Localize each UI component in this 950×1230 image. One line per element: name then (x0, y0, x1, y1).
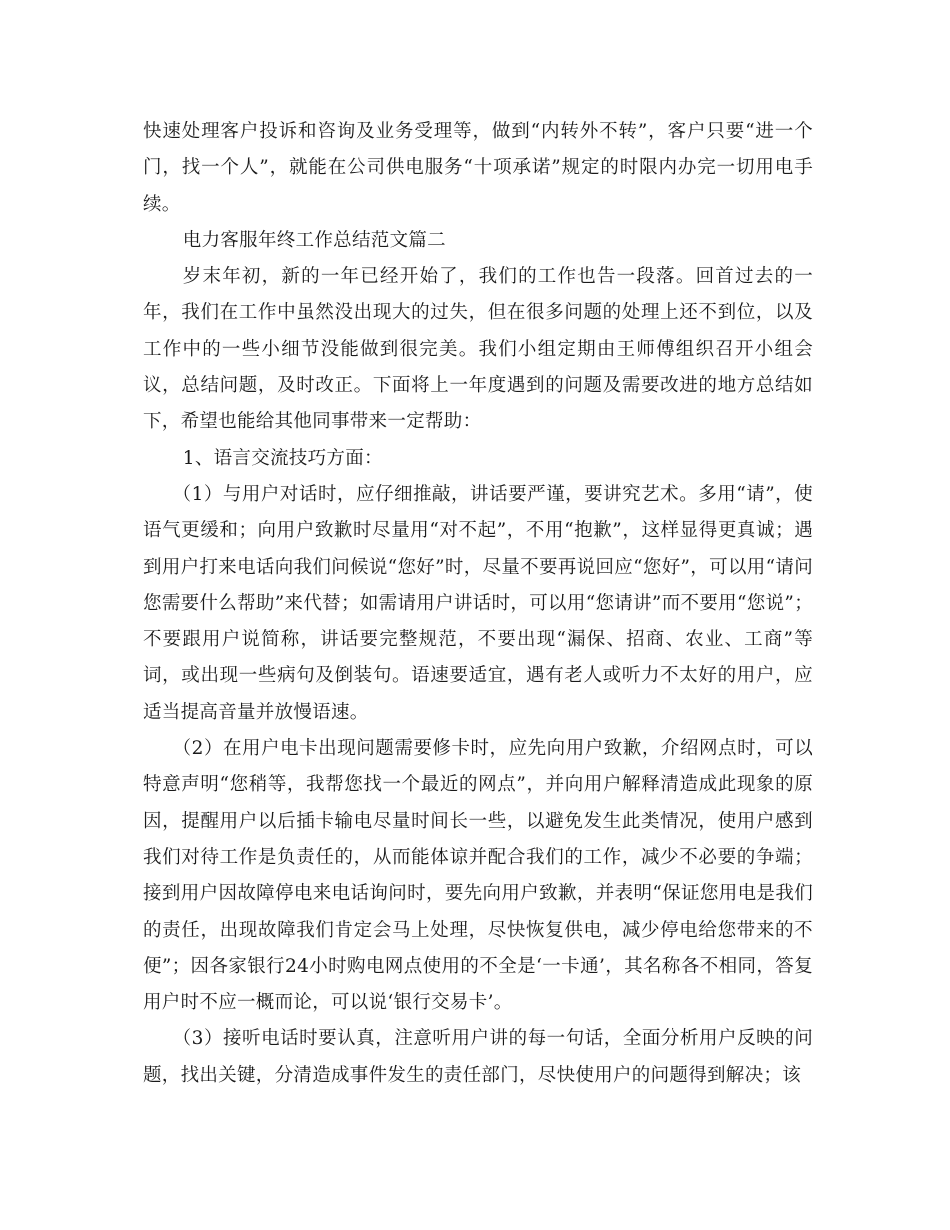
paragraph-item-1: （1）与用户对话时，应仔细推敲，讲话要严谨，要讲究艺术。多用“请”，使语气更缓和；向用户致歉时尽量用“对不起”，不用“抱歉”，这样显得更真诚；遇到用户打来电话向我们问候说“您好”时，尽量不要再说回应“您好”，可以用“请问您需要什么帮助”来代替；如需请用户讲话时，可以用“您请讲”而不要用“您说”；不要跟用户说简称，讲话要完整规范，不要出现“漏保、招商、农业、工商”等词，或出现一些病句及倒装句。语速要适宜，遇有老人或听力不太好的用户，应适当提高音量并放慢语速。 (143, 483, 813, 723)
paragraph-intro: 岁末年初，新的一年已经开始了，我们的工作也告一段落。回首过去的一年，我们在工作中虽然没出现大的过失，但在很多问题的处理上还不到位，以及工作中的一些小细节没能做到很完美。我们小组定期由王师傅组织召开小组会议，总结问题，及时改正。下面将上一年度遇到的问题及需要改进的地方总结如下，希望也能给其他同事带来一定帮助： (143, 266, 813, 433)
list-heading-language-skills: 1、语言交流技巧方面： (182, 447, 383, 469)
paragraph-item-3: （3）接听电话时要认真，注意听用户讲的每一句话，全面分析用户反映的问题，找出关键，分清造成事件发生的责任部门，尽快使用户的问题得到解决；该 (143, 1028, 813, 1086)
document-body (143, 114, 813, 1094)
paragraph-item-2: （2）在用户电卡出现问题需要修卡时，应先向用户致歉，介绍网点时，可以特意声明“您稍等，我帮您找一个最近的网点”，并向用户解释清造成此现象的原因，提醒用户以后插卡输电尽量时间长一些，以避免发生此类情况，使用户感到我们对待工作是负责任的，从而能体谅并配合我们的工作，减少不必要的争端；接到用户因故障停电来电话询问时，要先向用户致歉，并表明“保证您用电是我们的责任，出现故障我们肯定会马上处理，尽快恢复供电，减少停电给您带来的不便”；因各家银行24小时购电网点使用的不全是‘一卡通’，其名称各不相同，答复用户时不应一概而论，可以说‘银行交易卡’。 (143, 738, 813, 1014)
section-heading: 电力客服年终工作总结范文篇二 (182, 229, 446, 251)
paragraph-continuation: 快速处理客户投诉和咨询及业务受理等，做到“内转外不转”，客户只要“进一个门，找一个人”，就能在公司供电服务“十项承诺”规定的时限内办完一切用电手续。 (143, 121, 813, 215)
